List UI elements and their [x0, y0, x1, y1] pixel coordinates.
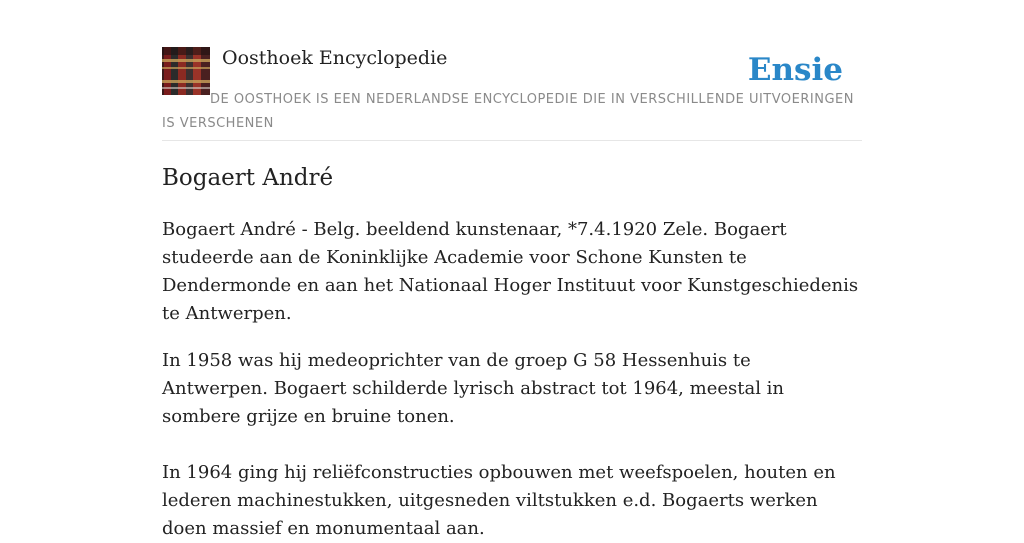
site-name[interactable]: Oosthoek Encyclopedie — [222, 47, 448, 69]
brand-logo[interactable]: Ensie — [747, 52, 843, 88]
article — [162, 162, 862, 543]
article-paragraph: Bogaert André - Belg. beeldend kunstenaar, *7.4.1920 Zele. Bogaert studeerde aan de Koninklijke Academie voor Schone Kunsten te Dendermonde en aan het Nationaal Hoger Instituut voor Kunstgeschiedenis te Antwerpen. — [162, 219, 859, 324]
article-title: Bogaert André — [162, 165, 334, 191]
site-header — [162, 46, 862, 141]
article-paragraph: In 1958 was hij medeoprichter van de groep G 58 Hessenhuis te Antwerpen. Bogaert schilderde lyrisch abstract tot 1964, meestal in sombere grijze en bruine tonen. In 1964 ging hij reliëfconstructies opbouwen met weefspoelen, houten en lederen machinestukken, uitgesneden viltstukken e.d. Bogaerts werken doen massief en monumentaal aan. — [162, 350, 836, 539]
site-tagline: DE OOSTHOEK IS EEN NEDERLANDSE ENCYCLOPEDIE DIE IN VERSCHILLENDE UITVOERINGEN IS VERSCHENEN — [162, 92, 854, 131]
